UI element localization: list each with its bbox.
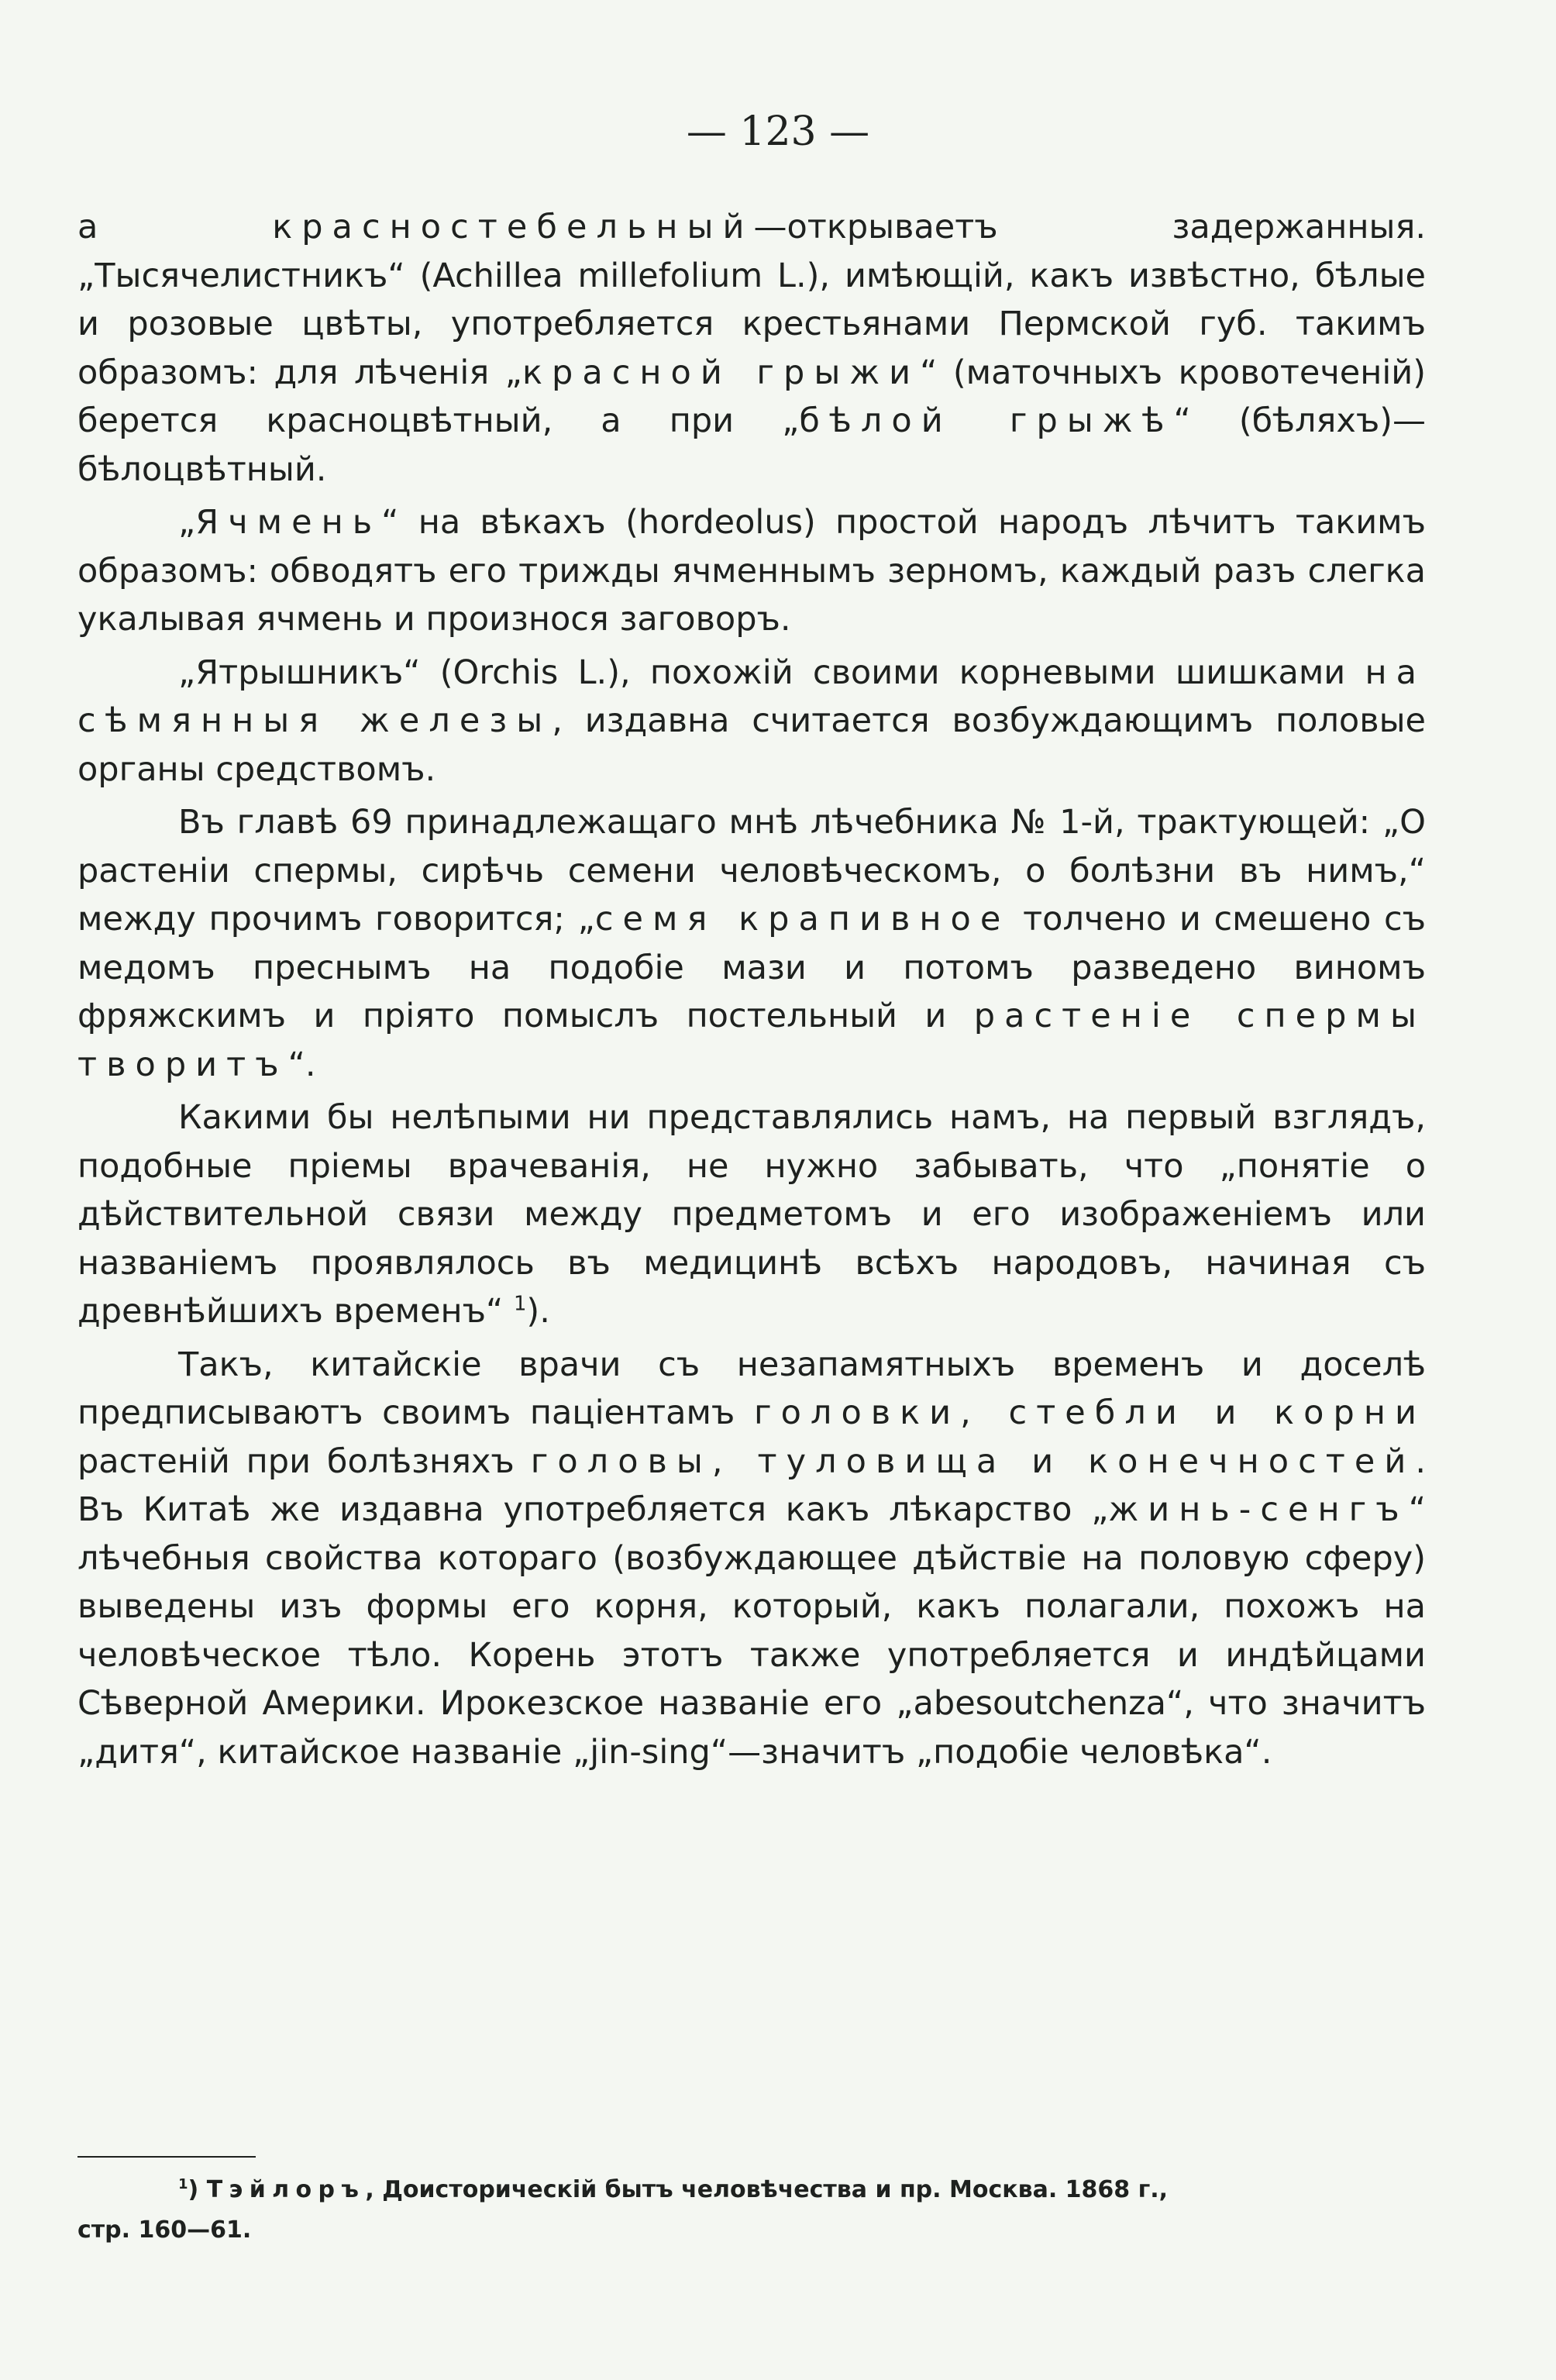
footnote-marker: 1 xyxy=(178,2176,188,2192)
spaced-term: семя крапивное xyxy=(594,900,1010,939)
text-run: растеній при болѣзняхъ xyxy=(77,1441,531,1481)
spaced-term: жинь-сенгъ xyxy=(1108,1490,1409,1529)
body-text xyxy=(77,203,1426,1776)
paragraph-4 xyxy=(77,798,1426,1089)
text-run: ). xyxy=(526,1292,550,1331)
paragraph-3 xyxy=(77,649,1426,794)
spaced-term: бѣлой грыжѣ xyxy=(799,401,1174,440)
spaced-term: головки, стебли и корни xyxy=(753,1393,1426,1432)
page-number: — 123 — xyxy=(686,108,870,155)
spaced-term: красностебельный xyxy=(272,208,754,246)
spaced-term: растеніе спермы творитъ xyxy=(77,997,1426,1084)
text-run: “ (маточныхъ кровотеченій) берется красноцвѣтный, а при „ xyxy=(77,353,1426,440)
text-run: , издавна считается возбуждающимъ половые органы средствомъ. xyxy=(77,701,1426,789)
text-run: “ (бѣляхъ)—бѣлоцвѣтный. xyxy=(77,401,1426,489)
paragraph-1 xyxy=(77,203,1426,494)
text-run: Въ главѣ 69 принадлежащаго мнѣ лѣчебника № 1-й, трактующей: „О растеніи спермы, сирѣчь семени человѣческомъ, о болѣзни въ нимъ,“ между прочимъ говорится; „ xyxy=(77,803,1426,939)
paragraph-5 xyxy=(77,1094,1426,1336)
spaced-term: Ячмень xyxy=(195,503,382,542)
text-run: а xyxy=(77,208,273,246)
text-run: “. xyxy=(287,1045,316,1084)
footnote-marker: 1 xyxy=(514,1292,527,1316)
paragraph-6 xyxy=(77,1341,1426,1777)
text-run: „Ятрышникъ“ (Orchis L.), похожій своими корневыми шишками xyxy=(178,653,1365,692)
text-run: „ xyxy=(178,503,196,542)
text-run: , Доисторическій бытъ человѣчества и пр. Москва. 1868 г., xyxy=(365,2176,1169,2203)
paragraph-2 xyxy=(77,498,1426,644)
spaced-term: головы, туловища и конечностей xyxy=(530,1441,1416,1481)
spaced-term: красной грыжи xyxy=(522,353,921,392)
text-run: Какими бы нелѣпыми ни представлялись намъ, на первый взглядъ, подобные пріемы врачеванія, не нужно забывать, что „понятіе о дѣйствительной связи между предметомъ и его изображеніемъ или названіемъ проявлялось въ медицинѣ всѣхъ народовъ, начиная съ древнѣйшихъ временъ“ xyxy=(77,1098,1426,1331)
text-run: . Въ Китаѣ же издавна употребляется какъ лѣкарство „ xyxy=(77,1441,1427,1529)
text-run: “ на вѣкахъ (hordeolus) простой народъ лѣчитъ такимъ образомъ: обводятъ его трижды ячменнымъ зерномъ, каждый разъ слегка укалывая ячмень и произнося заговоръ. xyxy=(77,503,1426,639)
spaced-term: Тэйлоръ xyxy=(206,2176,366,2203)
text-run: толчено и смешено съ медомъ преснымъ на подобіе мази и потомъ разведено виномъ фряжскимъ и пріято помыслъ постельный и xyxy=(77,900,1426,1035)
spaced-term: на сѣмянныя железы xyxy=(77,653,1426,740)
footnote-divider xyxy=(77,2156,256,2158)
text-run: ) xyxy=(188,2176,207,2203)
footnote-line xyxy=(77,2170,1426,2210)
text-run: Такъ, китайскіе врачи съ незапамятныхъ временъ и доселѣ предписываютъ своимъ паціентамъ xyxy=(77,1345,1426,1432)
text-run: —открываетъ задержанныя. „Тысячелистникъ“ (Achillea millefolium L.), имѣющій, какъ извѣстно, бѣлые и розовые цвѣты, употребляется крестьянами Пермской губ. такимъ образомъ: для лѣченія „ xyxy=(77,208,1426,392)
text-run: “ лѣчебныя свойства котораго (возбуждающее дѣйствіе на половую сферу) выведены изъ формы его корня, который, какъ полагали, похожъ на человѣческое тѣло. Корень этотъ также употребляется и индѣйцами Сѣверной Америки. Ирокезское названіе его „abesoutchenza“, что значитъ „дитя“, китайское названіе „jin-sing“—значитъ „подобіе человѣка“. xyxy=(77,1490,1426,1772)
footnote-line: стр. 160—61. xyxy=(77,2216,252,2244)
footnote xyxy=(77,2170,1426,2251)
